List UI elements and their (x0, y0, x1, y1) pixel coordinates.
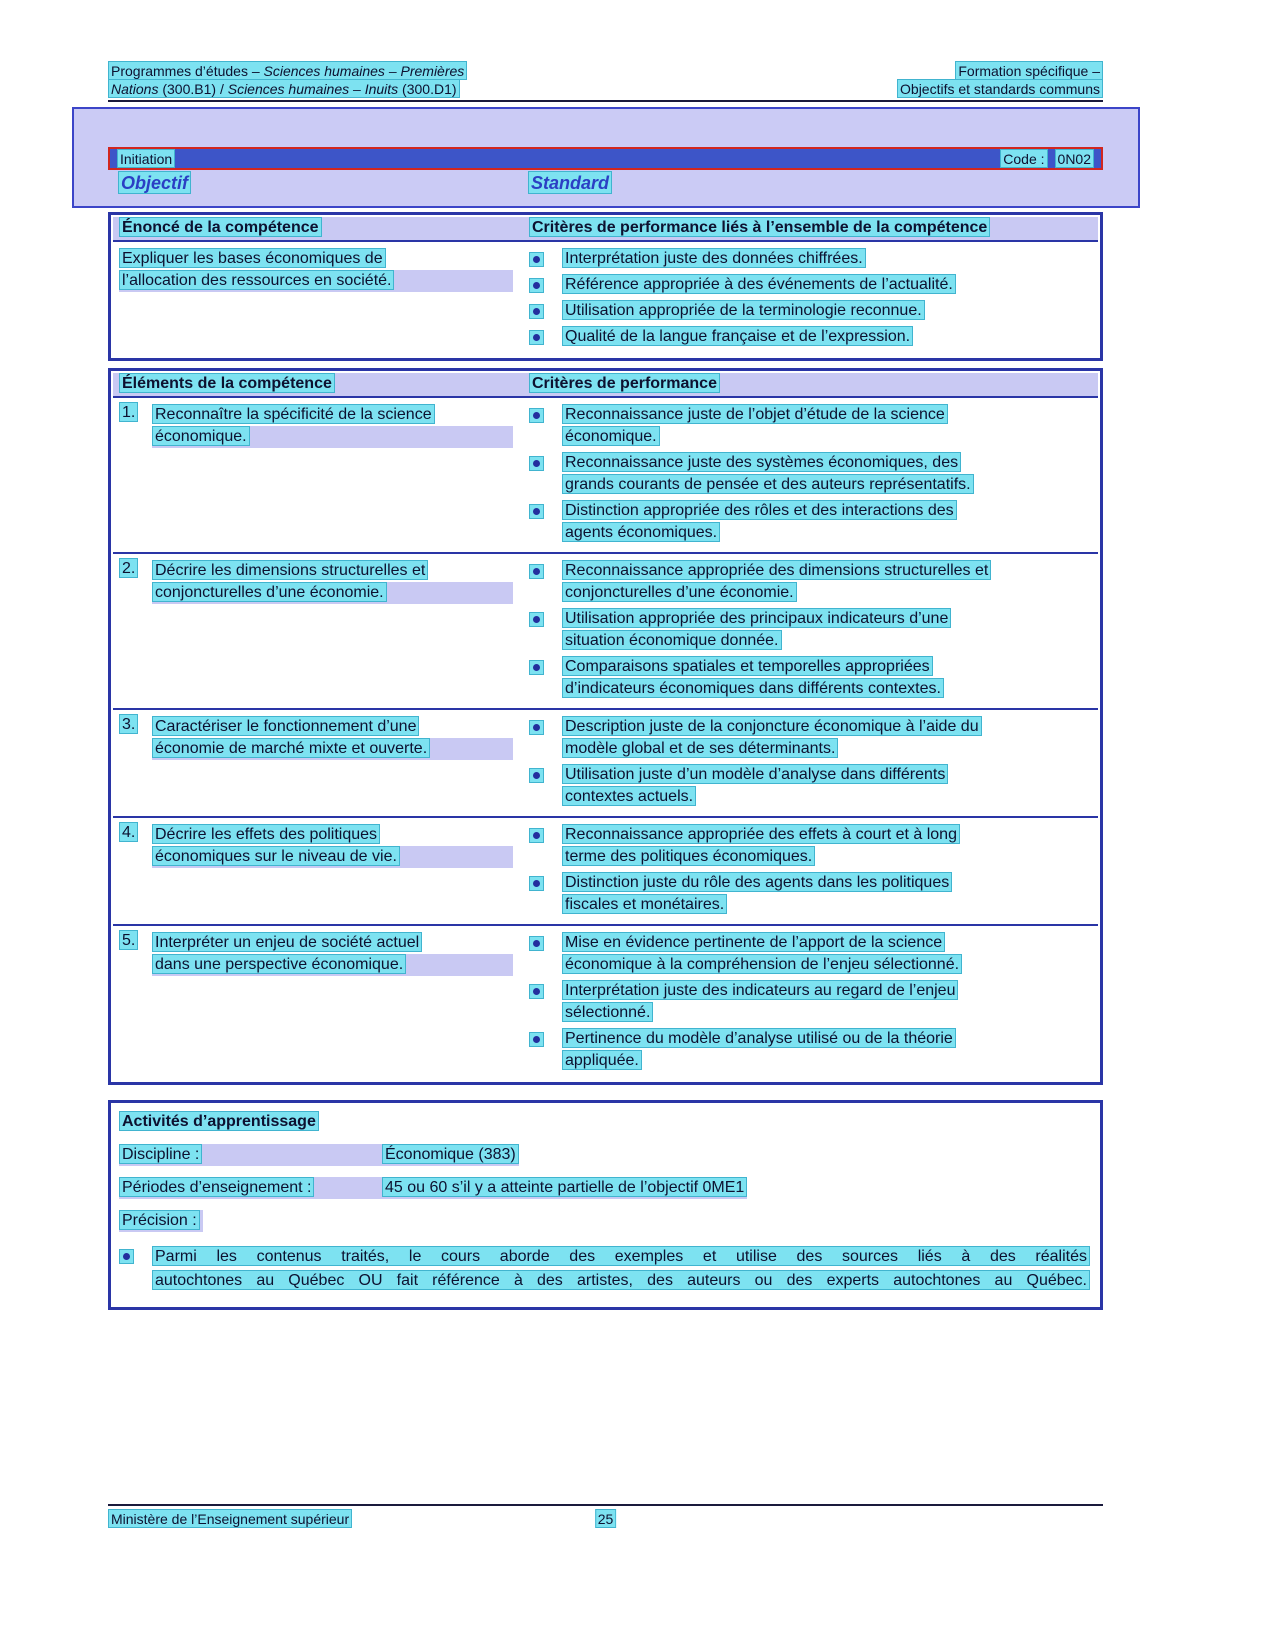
bullet-icon (529, 304, 544, 319)
criterion-line (562, 1050, 1086, 1072)
criterion-line (562, 522, 1086, 544)
activities-note (119, 1245, 1090, 1293)
criterion-item (529, 824, 1086, 868)
activities-title-text: Activités d’apprentissage (119, 1111, 319, 1131)
element-line (152, 738, 513, 760)
bullet-icon (529, 1032, 544, 1047)
course-code-value: 0N02 (1055, 149, 1094, 168)
criterion-text: Reconnaissance juste de l’objet d’étude de la science (562, 404, 948, 424)
criterion-text: agents économiques. (562, 522, 720, 542)
criterion-line (562, 274, 1086, 296)
criterion-item (529, 764, 1086, 808)
element-text: Décrire les effets des politiques (152, 824, 380, 844)
criterion-line (562, 894, 1086, 916)
competence-statement (113, 248, 519, 348)
objectif-heading (118, 173, 191, 194)
criterion-line (562, 300, 1086, 322)
header-text: (300.D1) (398, 81, 457, 97)
criterion-line (562, 954, 1086, 976)
element-number-text: 4. (119, 822, 138, 842)
criterion-item (529, 500, 1086, 544)
criterion-text: Description juste de la conjoncture économique à l’aide du (562, 716, 982, 736)
bullet-icon (529, 720, 544, 735)
criterion-text: contextes actuels. (562, 786, 696, 806)
statement-text: Expliquer les bases économiques de (119, 248, 386, 268)
criterion-text: Interprétation juste des indicateurs au regard de l’enjeu (562, 980, 958, 1000)
element-number (119, 932, 152, 976)
element-text: économiques sur le niveau de vie. (152, 846, 400, 866)
competence-table (108, 212, 1103, 361)
criterion-item (529, 300, 1086, 322)
criterion-text: Pertinence du modèle d’analyse utilisé ou de la théorie (562, 1028, 956, 1048)
criterion-text: Reconnaissance juste des systèmes économiques, des (562, 452, 961, 472)
column-header-left (113, 375, 519, 393)
criterion-line (562, 630, 1086, 652)
criterion-text: appliquée. (562, 1050, 642, 1070)
criterion-text: terme des politiques économiques. (562, 846, 815, 866)
page-number-text: 25 (595, 1509, 617, 1528)
periods-value: 45 ou 60 s’il y a atteinte partielle de l’objectif 0ME1 (382, 1177, 747, 1197)
criterion-item (529, 326, 1086, 348)
criterion-line (562, 608, 1086, 630)
criterion-item (529, 404, 1086, 448)
header-line (897, 80, 1103, 98)
criterion-text: économique. (562, 426, 660, 446)
element-number-text: 3. (119, 714, 138, 734)
criterion-item (529, 452, 1086, 496)
criterion-line (562, 846, 1086, 868)
standard-heading-text: Standard (528, 171, 612, 194)
course-code-label: Code : (1000, 149, 1047, 168)
element-row (113, 552, 1098, 708)
bullet-icon (529, 936, 544, 951)
bullet-icon (529, 564, 544, 579)
element-number-text: 5. (119, 930, 138, 950)
column-header-left (113, 219, 519, 237)
header-text-italic: Sciences humaines – Inuits (227, 81, 399, 97)
element-text: économie de marché mixte et ouverte. (152, 738, 430, 758)
ministry-name: Ministère de l’Enseignement supérieur (108, 1509, 352, 1528)
element-number (119, 560, 152, 604)
criterion-line (562, 678, 1086, 700)
criterion-line (562, 932, 1086, 954)
criterion-line (562, 452, 1086, 474)
header-right (897, 62, 1103, 98)
element-text: Caractériser le fonctionnement d’une (152, 716, 419, 736)
header-text-italic: Sciences humaines – Premières (263, 63, 465, 79)
element-row (113, 708, 1098, 816)
discipline-label-cell (119, 1144, 382, 1166)
column-header-text: Critères de performance (529, 373, 720, 393)
criteria-list (519, 248, 1098, 348)
periods-label-cell (119, 1177, 382, 1199)
header-left (108, 62, 467, 98)
course-code (1000, 149, 1094, 168)
bullet-icon (529, 278, 544, 293)
header-text: (300.B1) / (158, 81, 228, 97)
element-row (113, 398, 1098, 552)
elements-table (108, 368, 1103, 1085)
element-row (113, 924, 1098, 1080)
bullet-icon (119, 1249, 134, 1264)
element-line (152, 560, 513, 582)
note-text: Parmi les contenus traités, le cours aborde des exemples et utilise des sources liés à des réalités (152, 1246, 1090, 1266)
page-header (108, 62, 1103, 98)
element-text: Interpréter un enjeu de société actuel (152, 932, 422, 952)
table-row (113, 242, 1098, 356)
precision-row (119, 1210, 1098, 1232)
criterion-text: conjoncturelles d’une économie. (562, 582, 797, 602)
criterion-line (562, 582, 1086, 604)
criterion-text: sélectionné. (562, 1002, 653, 1022)
criterion-text: Distinction appropriée des rôles et des interactions des (562, 500, 957, 520)
statement-text: l’allocation des ressources en société. (119, 270, 394, 290)
course-title-bar (108, 147, 1103, 170)
discipline-value-cell (382, 1144, 519, 1166)
bullet-icon (529, 456, 544, 471)
bullet-icon (529, 612, 544, 627)
objectif-heading-text: Objectif (118, 171, 191, 194)
column-header-right (519, 219, 1098, 237)
criterion-item (529, 872, 1086, 916)
bullet-icon (529, 408, 544, 423)
criterion-line (562, 824, 1086, 846)
activities-section (108, 1100, 1103, 1310)
element-line (152, 954, 513, 976)
discipline-label: Discipline : (119, 1144, 202, 1164)
element-number (119, 716, 152, 760)
element-text: dans une perspective économique. (152, 954, 406, 974)
criterion-line (562, 656, 1086, 678)
criterion-line (562, 716, 1086, 738)
bullet-icon (529, 768, 544, 783)
criterion-line (562, 404, 1086, 426)
column-header-text: Énoncé de la compétence (119, 217, 322, 237)
criterion-item (529, 560, 1086, 604)
page-footer (108, 1510, 1103, 1528)
element-line (152, 824, 513, 846)
header-text: Programmes d’études – (111, 63, 264, 79)
criterion-line (562, 326, 1086, 348)
note-text: autochtones au Québec OU fait référence à des artistes, des auteurs ou des experts autochtones au Québec. (152, 1270, 1090, 1290)
bullet-icon (529, 504, 544, 519)
criterion-line (562, 1028, 1086, 1050)
criterion-item (529, 980, 1086, 1024)
bullet-icon (529, 876, 544, 891)
criterion-text: modèle global et de ses déterminants. (562, 738, 838, 758)
header-text: Formation spécifique – (955, 61, 1103, 80)
element-line (152, 846, 513, 868)
element-line (152, 426, 513, 448)
footer-divider (108, 1504, 1103, 1506)
criterion-text: Utilisation juste d’un modèle d’analyse dans différents (562, 764, 948, 784)
note-line (152, 1245, 1090, 1269)
bullet-icon (529, 984, 544, 999)
criterion-text: Référence appropriée à des événements de l’actualité. (562, 274, 956, 294)
statement-line (119, 248, 513, 270)
bullet-icon (529, 828, 544, 843)
element-text: conjoncturelles d’une économie. (152, 582, 387, 602)
bullet-icon (529, 660, 544, 675)
note-line (152, 1269, 1090, 1293)
criterion-text: Mise en évidence pertinente de l’apport de la science (562, 932, 945, 952)
periods-label: Périodes d’enseignement : (119, 1177, 314, 1197)
element-number-text: 1. (119, 402, 138, 422)
element-line (152, 716, 513, 738)
criterion-line (562, 764, 1086, 786)
criterion-text: Utilisation appropriée de la terminologie reconnue. (562, 300, 925, 320)
criterion-text: d’indicateurs économiques dans différents contextes. (562, 678, 944, 698)
criterion-line (562, 474, 1086, 496)
criterion-line (562, 426, 1086, 448)
element-line (152, 932, 513, 954)
element-line (152, 582, 513, 604)
header-text-italic: Nations (111, 81, 159, 97)
element-number (119, 404, 152, 448)
element-number (119, 824, 152, 868)
discipline-value: Économique (383) (382, 1144, 519, 1164)
precision-label: Précision : (119, 1210, 200, 1230)
column-header-text: Critères de performance liés à l’ensemble de la compétence (529, 217, 990, 237)
criterion-item (529, 274, 1086, 296)
criterion-item (529, 932, 1086, 976)
criterion-line (562, 786, 1086, 808)
element-text: économique. (152, 426, 250, 446)
criterion-item (529, 248, 1086, 270)
criterion-text: grands courants de pensée et des auteurs représentatifs. (562, 474, 974, 494)
criterion-text: situation économique donnée. (562, 630, 782, 650)
criterion-line (562, 1002, 1086, 1024)
criterion-text: Comparaisons spatiales et temporelles appropriées (562, 656, 933, 676)
criterion-item (529, 608, 1086, 652)
statement-line (119, 270, 513, 292)
standard-heading (528, 173, 612, 194)
header-text: Objectifs et standards communs (897, 79, 1103, 98)
header-line (108, 80, 467, 98)
periods-value-cell (382, 1177, 747, 1199)
element-number-text: 2. (119, 558, 138, 578)
page-number (595, 1510, 617, 1528)
criterion-item (529, 1028, 1086, 1072)
criterion-text: Reconnaissance appropriée des effets à court et à long (562, 824, 960, 844)
element-line (152, 404, 513, 426)
objective-standard-banner (72, 107, 1140, 208)
discipline-row (119, 1144, 1098, 1166)
criterion-item (529, 716, 1086, 760)
criterion-line (562, 248, 1086, 270)
table-header-row (113, 373, 1098, 398)
element-row (113, 816, 1098, 924)
column-header-right (519, 375, 1098, 393)
criterion-text: Utilisation appropriée des principaux indicateurs d’une (562, 608, 951, 628)
criterion-line (562, 738, 1086, 760)
criterion-line (562, 872, 1086, 894)
criterion-line (562, 500, 1086, 522)
header-divider (108, 100, 1103, 102)
element-text: Décrire les dimensions structurelles et (152, 560, 428, 580)
bullet-icon (529, 252, 544, 267)
activities-title (113, 1105, 1098, 1133)
course-title: Initiation (117, 149, 175, 168)
column-header-text: Éléments de la compétence (119, 373, 335, 393)
criterion-item (529, 656, 1086, 700)
element-text: Reconnaître la spécificité de la science (152, 404, 435, 424)
bullet-icon (529, 330, 544, 345)
criterion-line (562, 560, 1086, 582)
criterion-text: Reconnaissance appropriée des dimensions structurelles et (562, 560, 991, 580)
criterion-text: Distinction juste du rôle des agents dans les politiques (562, 872, 952, 892)
criterion-text: Qualité de la langue française et de l’expression. (562, 326, 913, 346)
criterion-line (562, 980, 1086, 1002)
criterion-text: Interprétation juste des données chiffrées. (562, 248, 866, 268)
header-line (897, 62, 1103, 80)
criterion-text: économique à la compréhension de l’enjeu sélectionné. (562, 954, 962, 974)
periods-row (119, 1177, 1098, 1199)
table-header-row (113, 217, 1098, 242)
header-line (108, 62, 467, 80)
criterion-text: fiscales et monétaires. (562, 894, 727, 914)
